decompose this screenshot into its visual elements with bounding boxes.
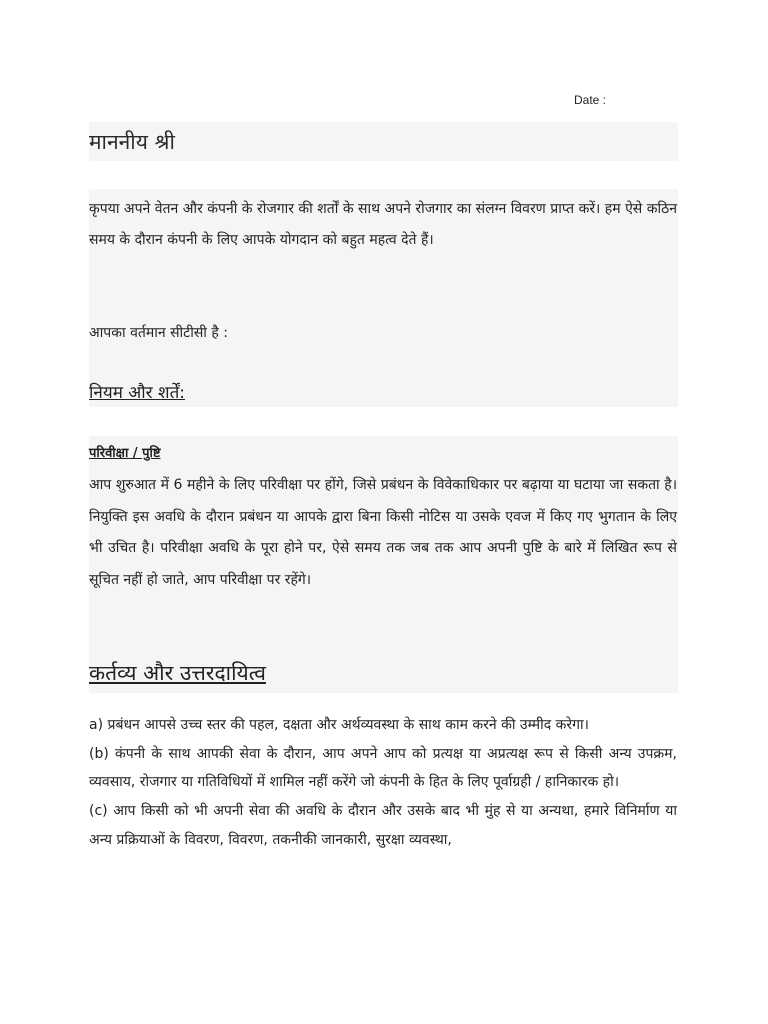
duties-heading: कर्तव्य और उत्तरदायित्व — [89, 661, 266, 685]
duty-item-a: a) प्रबंधन आपसे उच्च स्तर की पहल, दक्षता और अर्थव्यवस्था के साथ काम करने की उम्मीद करेगा। — [89, 717, 589, 733]
duty-item-c: (c) आप किसी को भी अपनी सेवा की अवधि के दौरान और उसके बाद भी मुंह से या अन्यथा, हमारे विनिर्माण या अन्य प्रक्रियाओं के विवरण, विवरण, तकनीकी जानकारी, सुरक्षा व्यवस्था, — [89, 803, 677, 848]
terms-heading: नियम और शर्तें: — [89, 383, 185, 403]
ctc-line: आपका वर्तमान सीटीसी है : — [89, 325, 228, 341]
duty-item-b: (b) कंपनी के साथ आपकी सेवा के दौरान, आप अपने आप को प्रत्यक्ष या अप्रत्यक्ष रूप से किसी अन्य उपक्रम, व्यवसाय, रोजगार या गतिविधियों में शामिल नहीं करेंगे जो कंपनी के हित के लिए पूर्वाग्रही / हानिकारक हो। — [89, 745, 677, 791]
probation-heading: परिवीक्षा / पुष्टि — [89, 446, 161, 461]
duties-list — [89, 711, 677, 855]
date-label: Date : — [574, 93, 607, 107]
probation-paragraph: आप शुरुआत में 6 महीने के लिए परिवीक्षा पर होंगे, जिसे प्रबंधन के विवेकाधिकार पर बढ़ाया या घटाया जा सकता है। नियुक्ति इस अवधि के दौरान प्रबंधन या आपके द्वारा बिना किसी नोटिस या उसके एवज में किए गए भुगतान के लिए भी उचित है। परिवीक्षा अवधि के पूरा होने पर, ऐसे समय तक जब तक आप अपनी पुष्टि के बारे में लिखित रूप से सूचित नहीं हो जाते, आप परिवीक्षा पर रहेंगे। — [89, 477, 677, 588]
salutation-heading: माननीय श्री — [89, 130, 175, 154]
salutation-band — [89, 122, 678, 161]
intro-paragraph: कृपया अपने वेतन और कंपनी के रोजगार की शर्तों के साथ अपने रोजगार का संलग्न विवरण प्राप्त करें। हम ऐसे कठिन समय के दौरान कंपनी के लिए आपके योगदान को बहुत महत्व देते हैं। — [89, 201, 678, 248]
